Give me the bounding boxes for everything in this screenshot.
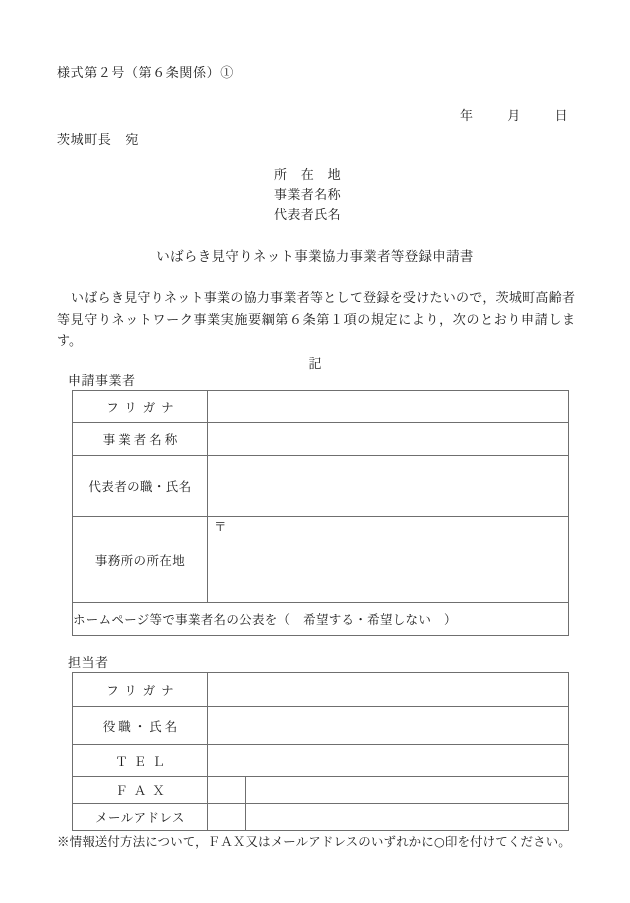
- row-value-contact-title-name[interactable]: [208, 707, 569, 745]
- row-value-fax[interactable]: [246, 777, 569, 804]
- row-label-company-name: [73, 423, 208, 456]
- table-row: [73, 456, 569, 517]
- row-label-text: ＦＡＸ: [115, 783, 171, 798]
- row-label-text: 事務所の所在地: [94, 552, 186, 568]
- row-value-email[interactable]: [246, 804, 569, 831]
- row-label-text: ＴＥＬ: [115, 753, 171, 769]
- addressee-name: 茨城町長: [57, 133, 112, 148]
- page-title: いばらき見守りネット事業協力事業者等登録申請書: [156, 249, 474, 265]
- table-row: [73, 745, 569, 777]
- date-day-label: 日: [554, 109, 568, 124]
- table-row: [73, 804, 569, 831]
- row-mark-fax[interactable]: [208, 777, 246, 804]
- addressee: [57, 129, 139, 148]
- row-label-text: メールアドレス: [95, 810, 185, 825]
- table-row: [73, 391, 569, 423]
- signature-address-label: 所 在 地: [274, 168, 342, 183]
- row-label-furigana: [73, 391, 208, 423]
- row-label-contact-title-name: [73, 707, 208, 745]
- row-label-fax: [73, 777, 208, 804]
- row-value-representative[interactable]: [208, 456, 569, 517]
- row-label-email: [73, 804, 208, 831]
- row-label-text: フリガナ: [106, 399, 180, 415]
- row-value-tel[interactable]: [208, 745, 569, 777]
- row-value-office-address[interactable]: [208, 517, 569, 603]
- row-label-representative: [73, 456, 208, 517]
- signature-block: [274, 166, 341, 226]
- row-label-office-address: [73, 517, 208, 603]
- ki-marker: 記: [308, 357, 322, 372]
- postal-mark-icon: 〒: [214, 519, 227, 534]
- date-year-label: 年: [460, 109, 474, 124]
- table-row: [73, 707, 569, 745]
- contact-section-label: 担当者: [68, 656, 109, 671]
- body-paragraph: いばらき見守りネット事業の協力事業者等として登録を受けたいので，茨城町高齢者等見守りネットワーク事業実施要綱第６条第１項の規定により，次のとおり申請します。: [57, 291, 575, 349]
- row-mark-email[interactable]: [208, 804, 246, 831]
- form-number: 様式第２号（第６条関係）①: [57, 66, 234, 81]
- applicant-table: [72, 390, 569, 636]
- row-label-text: 代表者の職・氏名: [88, 479, 192, 494]
- publication-consent-row[interactable]: ホームページ等で事業者名の公表を（ 希望する・希望しない ）: [73, 603, 569, 636]
- applicant-section-label: 申請事業者: [68, 374, 136, 389]
- row-value-company-name[interactable]: [208, 423, 569, 456]
- signature-company-label: 事業者名称: [274, 188, 342, 203]
- row-value-contact-furigana[interactable]: [208, 673, 569, 707]
- table-row: [73, 517, 569, 603]
- date-month-label: 月: [507, 109, 521, 124]
- row-label-tel: [73, 745, 208, 777]
- row-label-contact-furigana: [73, 673, 208, 707]
- row-label-text: 役職・氏名: [102, 718, 181, 734]
- table-row: [73, 673, 569, 707]
- table-row: [73, 777, 569, 804]
- table-row: [73, 603, 569, 636]
- date-line: [460, 105, 568, 124]
- contact-table: [72, 672, 569, 831]
- footnote: ※情報送付方法について，ＦＡＸ又はメールアドレスのいずれかに○印を付けてください。: [57, 834, 571, 849]
- addressee-honorific: 宛: [125, 133, 140, 148]
- row-label-text: 事業者名称: [102, 432, 181, 447]
- row-label-text: フリガナ: [106, 682, 180, 698]
- signature-representative-label: 代表者氏名: [274, 208, 342, 223]
- row-value-furigana[interactable]: [208, 391, 569, 423]
- table-row: [73, 423, 569, 456]
